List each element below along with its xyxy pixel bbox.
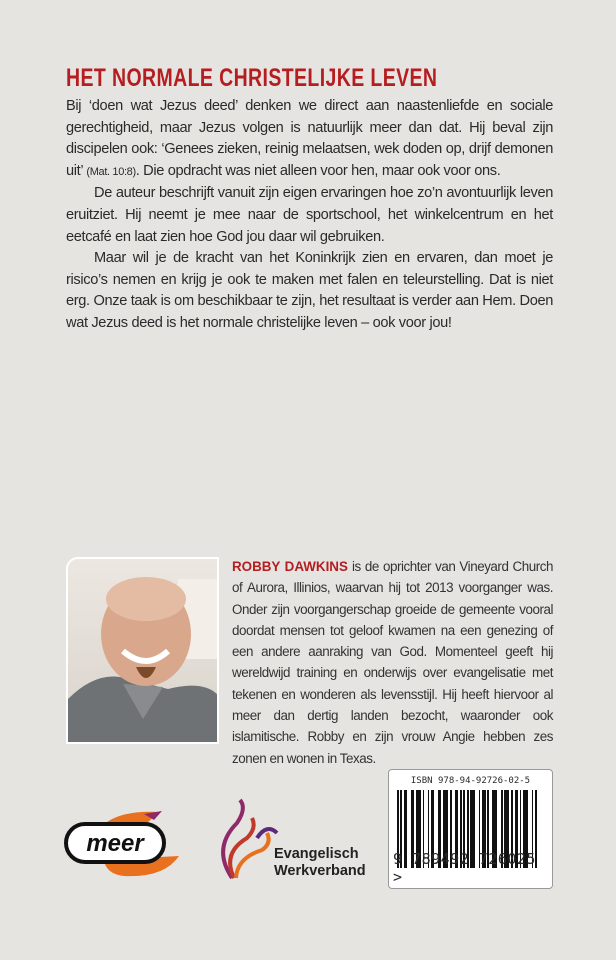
bible-reference: (Mat. 10:8) [86, 165, 136, 178]
ew-line-2: Werkverband [274, 863, 366, 879]
ew-line-1: Evangelisch [274, 846, 359, 862]
author-bio [232, 556, 553, 769]
blurb-paragraph-1 [66, 96, 553, 183]
blurb-text: . Die opdracht was niet alleen voor hen, maar ook voor ons. [135, 162, 501, 179]
evangelisch-werkverband-text [274, 846, 366, 880]
isbn-number: ISBN 978-94-92726-02-5 [410, 776, 531, 786]
blurb-text: Bij ‘doen wat Jezus deed’ denken we direct aan naastenliefde en sociale gerechtigheid, maar Jezus volgen is natuurlijk meer dan dat. Hij beval zijn discipelen ook: ‘Genees zieken, reinig melaatsen, wek doden op, drijf demonen uit’ [66, 98, 553, 179]
author-name: ROBBY DAWKINS [232, 559, 348, 574]
author-photo [66, 557, 219, 744]
meer-logo [64, 808, 179, 878]
meer-logo-text: meer [86, 830, 144, 857]
blurb-paragraph-2: De auteur beschrijft vanuit zijn eigen ervaringen hoe zo’n avontuurlijk leven eruitziet. Hij neemt je mee naar de sportschool, het winkelcentrum en het eetcafé en laat zien hoe God jou daar wil gebruiken. [66, 185, 553, 245]
ean-number: 9 789492 726025 > [393, 850, 536, 886]
book-title: HET NORMALE CHRISTELIJKE LEVEN [66, 64, 438, 92]
isbn-barcode [388, 769, 553, 889]
blurb-paragraph-3: Maar wil je de kracht van het Koninkrijk zien en ervaren, dan moet je risico’s nemen en krijg je ook te maken met falen en teleurstelling. Dat is niet erg. Onze taak is om beschikbaar te zijn, het resultaat is verder aan Hem. Doen wat Jezus deed is het normale christelijke leven – ook voor jou! [66, 250, 553, 331]
blurb [66, 96, 553, 335]
bio-text: is de oprichter van Vineyard Church of Aurora, Illinios, waarvan hij tot 2013 voorganger was. Onder zijn voorgangerschap groeide de gemeente vooral doordat mensen tot geloof kwamen na een genezing of een andere aanraking van God. Momenteel geeft hij wereldwijd training en onderwijs over evangelisatie met tekenen en wonderen als levensstijl. Hij heeft hiervoor al meer dan dertig landen bezocht, waaronder ook islamitische. Robby en zijn vrouw Angie hebben zes zonen en wonen in Texas. [232, 559, 553, 766]
